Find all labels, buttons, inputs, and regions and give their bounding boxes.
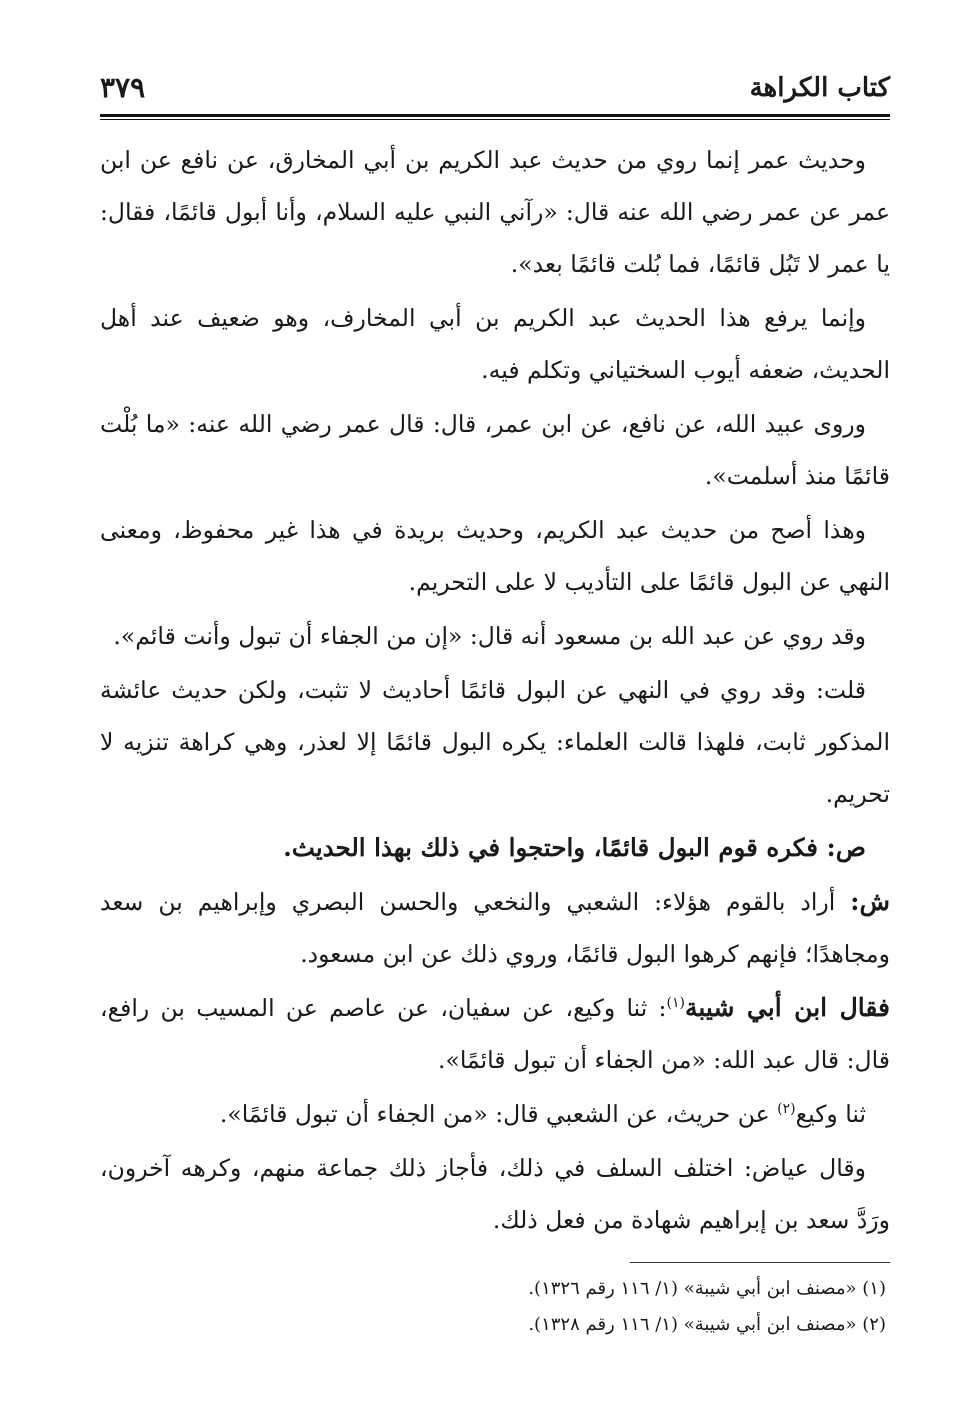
paragraph: وروى عبيد الله، عن نافع، عن ابن عمر، قال: قال عمر رضي الله عنه: «ما بُلْت قائمًا منذ أسلمت». (100, 410, 890, 490)
footnote: (١) «مصنف ابن أبي شيبة» (١/ ١١٦ رقم ١٣٢٦). (528, 1278, 886, 1299)
paragraph: وقد روي عن عبد الله بن مسعود أنه قال: «إن من الجفاء أن تبول وأنت قائم». (113, 622, 866, 650)
paragraph: فقال ابن أبي شيبة$^{(١)}$: ثنا وكيع، عن سفيان، عن عاصم عن المسيب بن رافع، قال: قال عبد الله: «من الجفاء أن تبول قائمًا». (100, 993, 890, 1074)
footnote-ref[interactable]: (١) (666, 995, 685, 1012)
sharh-paragraph: ش: أراد بالقوم هؤلاء: الشعبي والنخعي والحسن البصري وإبراهيم بن سعد ومجاهدًا؛ فإنهم كرهوا البول قائمًا، وروي ذلك عن ابن مسعود. (100, 887, 890, 968)
paragraph: وقال عياض: اختلف السلف في ذلك، فأجاز ذلك جماعة منهم، وكرهه آخرون، ورَدَّ سعد بن إبراهيم شهادة من فعل ذلك. (100, 1154, 890, 1234)
footnotes (100, 1271, 890, 1343)
footnote-ref[interactable]: (٢) (777, 1101, 796, 1118)
page-number: ٣٧٩ (100, 71, 146, 104)
paragraph: قلت: وقد روي في النهي عن البول قائمًا أحاديث لا تثبت، ولكن حديث عائشة المذكور ثابت، فلهذا قالت العلماء: يكره البول قائمًا إلا لعذر، وهي كراهة تنزيه لا تحريم. (100, 676, 890, 808)
paragraph: وإنما يرفع هذا الحديث عبد الكريم بن أبي المخارف، وهو ضعيف عند أهل الحديث، ضعفه أيوب السختياني وتكلم فيه. (100, 304, 890, 384)
paragraph: وحديث عمر إنما روي من حديث عبد الكريم بن أبي المخارق، عن نافع عن ابن عمر عن عمر رضي الله عنه قال: «رآني النبي عليه السلام، وأنا أبول قائمًا، فقال: يا عمر لا تَبُل قائمًا، فما بُلت قائمًا بعد». (100, 146, 890, 278)
footnote: (٢) «مصنف ابن أبي شيبة» (١/ ١١٦ رقم ١٣٢٨). (528, 1314, 886, 1335)
header-rule (100, 114, 890, 117)
sharh-marker: ش: (850, 887, 890, 916)
matn-marker: ص: (826, 833, 866, 862)
paragraph: وهذا أصح من حديث عبد الكريم، وحديث بريدة في هذا غير محفوظ، ومعنى النهي عن البول قائمًا على التأديب لا على التحريم. (100, 516, 890, 596)
matn-paragraph: ص: فكره قوم البول قائمًا، واحتجوا في ذلك بهذا الحديث. (283, 833, 866, 862)
paragraph: ثنا وكيع$^{(٢)}$ عن حريث، عن الشعبي قال: «من الجفاء أن تبول قائمًا». (219, 1100, 866, 1128)
page-header (100, 58, 890, 108)
book-page (100, 58, 890, 1343)
footnote-rule (630, 1262, 890, 1263)
source-name: فقال ابن أبي شيبة (684, 993, 890, 1022)
header-rule-thin (100, 119, 890, 120)
page-body (100, 134, 890, 1246)
running-title: كتاب الكراهة (749, 73, 890, 103)
